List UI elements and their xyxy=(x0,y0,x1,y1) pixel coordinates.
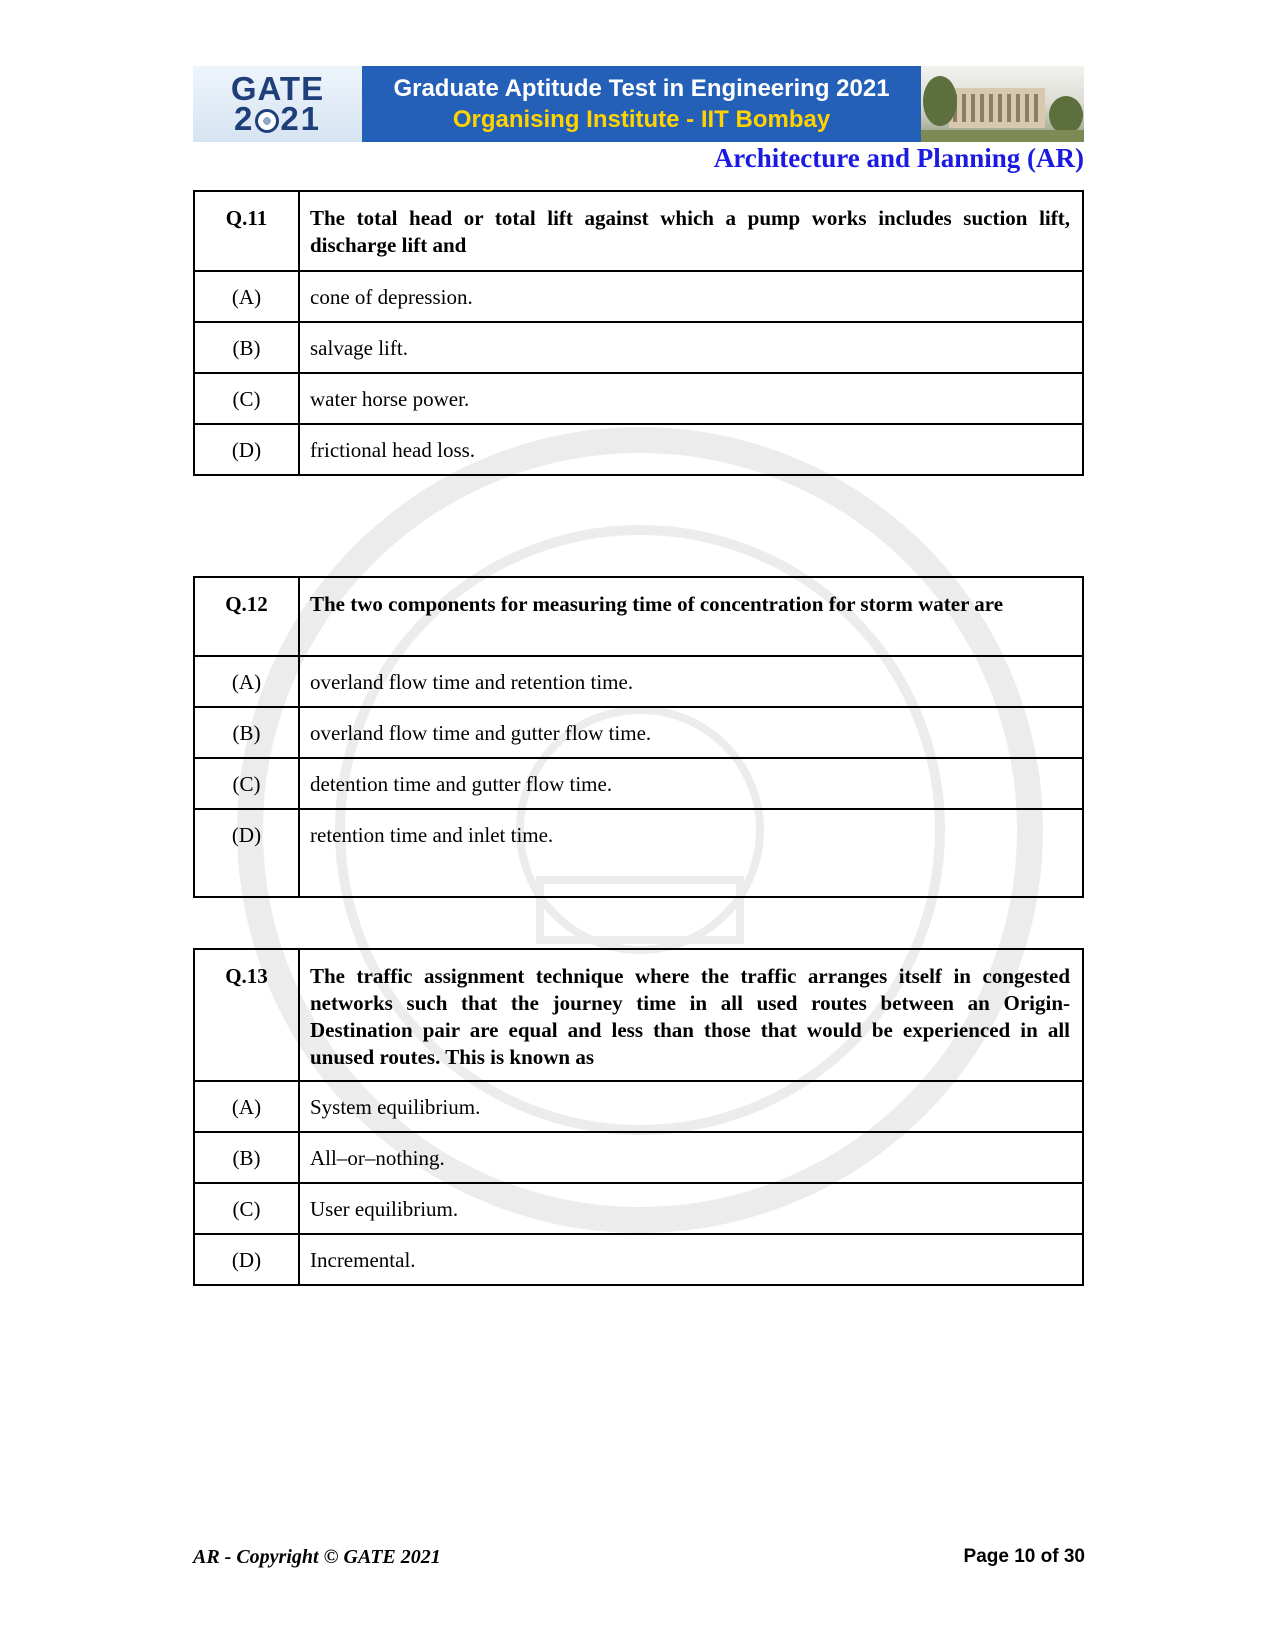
option-text: water horse power. xyxy=(299,373,1083,424)
tree-left xyxy=(923,76,957,126)
logo-gate-text: GATE xyxy=(230,70,325,107)
option-text: User equilibrium. xyxy=(299,1183,1083,1234)
logo-year xyxy=(233,100,322,137)
campus-building-photo xyxy=(921,66,1084,142)
option-row xyxy=(194,271,1083,322)
building-windows xyxy=(953,94,1041,122)
question-text: The total head or total lift against which a pump works includes suction lift, discharge lift and xyxy=(299,191,1083,271)
gate-2021-logo xyxy=(193,66,362,142)
option-row xyxy=(194,809,1083,897)
option-text: overland flow time and gutter flow time. xyxy=(299,707,1083,758)
option-text: detention time and gutter flow time. xyxy=(299,758,1083,809)
seal-icon xyxy=(255,109,279,133)
option-label: (B) xyxy=(194,322,299,373)
option-label: (C) xyxy=(194,1183,299,1234)
ground xyxy=(921,130,1084,142)
question-table xyxy=(193,948,1084,1286)
question-row xyxy=(194,949,1083,1081)
option-label: (A) xyxy=(194,656,299,707)
option-text: salvage lift. xyxy=(299,322,1083,373)
option-text: overland flow time and retention time. xyxy=(299,656,1083,707)
option-text: cone of depression. xyxy=(299,271,1083,322)
option-label: (A) xyxy=(194,1081,299,1132)
question-row xyxy=(194,191,1083,271)
option-label: (D) xyxy=(194,424,299,475)
option-label: (C) xyxy=(194,758,299,809)
question-number: Q.12 xyxy=(194,577,299,656)
option-row xyxy=(194,424,1083,475)
banner-title: Graduate Aptitude Test in Engineering 2021 xyxy=(393,75,890,102)
logo-year-part-a: 2 xyxy=(233,100,255,137)
option-row xyxy=(194,322,1083,373)
logo-year-part-b: 21 xyxy=(280,100,322,137)
option-row xyxy=(194,373,1083,424)
question-row xyxy=(194,577,1083,656)
option-text: All–or–nothing. xyxy=(299,1132,1083,1183)
option-row xyxy=(194,1081,1083,1132)
option-text: frictional head loss. xyxy=(299,424,1083,475)
option-label: (D) xyxy=(194,1234,299,1285)
footer-copyright: AR - Copyright © GATE 2021 xyxy=(193,1546,441,1568)
option-row xyxy=(194,1132,1083,1183)
question-text: The two components for measuring time of concentration for storm water are xyxy=(299,577,1083,656)
banner-text-block xyxy=(362,66,921,142)
option-text: Incremental. xyxy=(299,1234,1083,1285)
question-number: Q.11 xyxy=(194,191,299,271)
option-label: (D) xyxy=(194,809,299,897)
option-row xyxy=(194,758,1083,809)
question-text: The traffic assignment technique where the traffic arranges itself in congested networks such that the journey time in all used routes between an Origin-Destination pair are equal and less than those that would be experienced in all unused routes. This is known as xyxy=(299,949,1083,1081)
question-table xyxy=(193,576,1084,898)
option-row xyxy=(194,707,1083,758)
question-table xyxy=(193,190,1084,476)
option-row xyxy=(194,656,1083,707)
tree-right xyxy=(1049,96,1083,134)
option-label: (B) xyxy=(194,1132,299,1183)
footer-page-number: Page 10 of 30 xyxy=(963,1546,1085,1567)
option-label: (B) xyxy=(194,707,299,758)
option-row xyxy=(194,1183,1083,1234)
option-text: System equilibrium. xyxy=(299,1081,1083,1132)
option-row xyxy=(194,1234,1083,1285)
option-text: retention time and inlet time. xyxy=(299,809,1083,897)
option-label: (C) xyxy=(194,373,299,424)
option-label: (A) xyxy=(194,271,299,322)
header-banner xyxy=(193,66,1084,142)
section-title: Architecture and Planning (AR) xyxy=(713,143,1084,173)
question-number: Q.13 xyxy=(194,949,299,1081)
banner-subtitle: Organising Institute - IIT Bombay xyxy=(452,106,831,133)
